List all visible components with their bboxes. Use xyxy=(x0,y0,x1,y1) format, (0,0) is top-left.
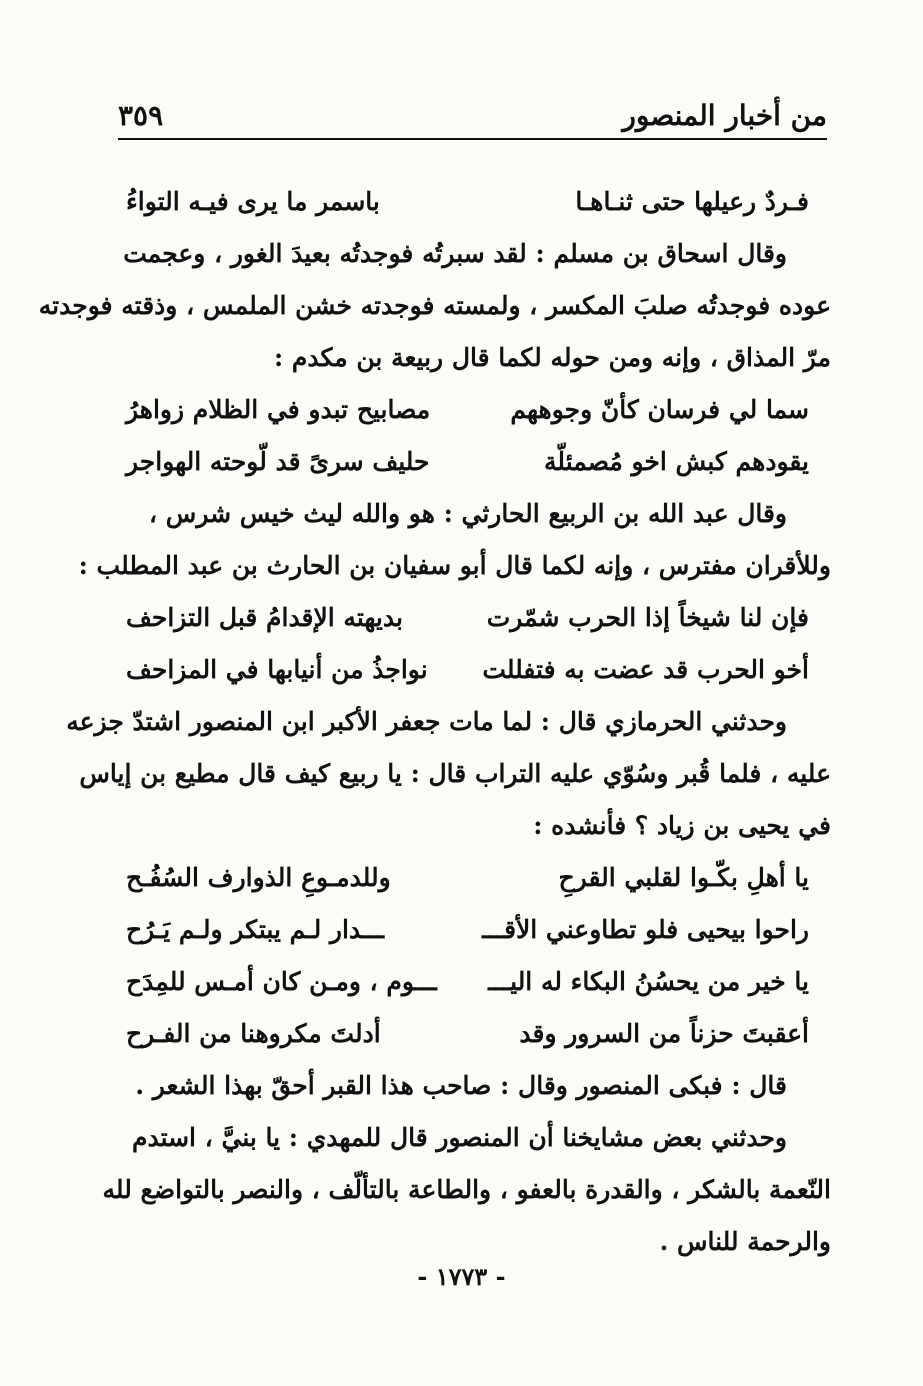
prose-line: قال : فبكى المنصور وقال : صاحب هذا القبر أحقّ بهذا الشعر . xyxy=(135,1071,787,1100)
prose-line: مرّ المذاق ، وإنه ومن حوله لكما قال ربيعة بن مكدم : xyxy=(273,343,831,372)
verse-second-hemistich: أدلتَ مكروهنا من الفـرح xyxy=(126,1019,381,1048)
prose-line: النّعمة بالشكر ، والقدرة بالعفو ، والطاعة بالتألّف ، والنصر بالتواضع لله xyxy=(102,1175,831,1204)
verse-first-hemistich: يقودهم كبش اخو مُصمئلّة xyxy=(544,447,809,476)
verse-first-hemistich: راحوا بيحيى فلو تطاوعني الأقـــ xyxy=(482,915,809,944)
verse-line xyxy=(118,592,831,644)
verse-first-hemistich: سما لي فرسان كأنّ وجوههم xyxy=(510,395,809,424)
verse-second-hemistich: حليف سرىً قد لّوحته الهواجر xyxy=(126,447,430,476)
verse-line xyxy=(118,176,831,228)
prose-line: وحدثني بعض مشايخنا أن المنصور قال للمهدي : يا بنيَّ ، استدم xyxy=(131,1123,787,1152)
verse-line xyxy=(118,904,831,956)
verse-line xyxy=(118,852,831,904)
verse-line xyxy=(118,644,831,696)
verse-line xyxy=(118,1008,831,1060)
prose-line: وحدثني الحرمازي قال : لما مات جعفر الأكبر ابن المنصور اشتدّ جزعه xyxy=(66,707,787,736)
verse-first-hemistich: فإن لنا شيخاً إذا الحرب شمّرت xyxy=(486,603,809,632)
running-title: من أخبار المنصور xyxy=(622,99,827,132)
verse-first-hemistich: يا أهلِ بكّـوا لقلبي القرحِ xyxy=(558,863,809,892)
prose-line: وقال اسحاق بن مسلم : لقد سبرتُه فوجدتُه بعيدَ الغور ، وعجمت xyxy=(123,239,787,268)
page-header xyxy=(118,84,827,140)
prose-line: عليه ، فلما قُبر وسُوّي عليه التراب قال : يا ربيع كيف قال مطيع بن إياس xyxy=(79,759,831,788)
verse-second-hemistich: نواجذُ من أنيابها في المزاحف xyxy=(126,655,428,684)
prose-line: وللأقران مفترس ، وإنه لكما قال أبو سفيان بن الحارث بن عبد المطلب : xyxy=(78,551,831,580)
verse-line xyxy=(118,956,831,1008)
verse-second-hemistich: بديهته الإقدامُ قبل التزاحف xyxy=(126,603,403,632)
page-number: ٣٥٩ xyxy=(118,99,164,132)
verse-second-hemistich: باسمر ما يرى فيـه التواءُ xyxy=(126,187,380,216)
verse-second-hemistich: ـــدار لـم يبتكر ولـم يَـرُح xyxy=(126,915,385,944)
prose-line: والرحمة للناس . xyxy=(659,1227,831,1256)
verse-second-hemistich: وللدمـوعِ الذوارف السُفُـح xyxy=(126,863,391,892)
verse-second-hemistich: مصابيح تبدو في الظلام زواهرُ xyxy=(126,395,431,424)
prose-line: عوده فوجدتُه صلبَ المكسر ، ولمسته فوجدته خشن الملمس ، وذقته فوجدته xyxy=(38,291,831,320)
verse-first-hemistich: أعقبتَ حزناً من السرور وقد xyxy=(519,1019,809,1048)
verse-first-hemistich: فـردٌ رعيلها حتى ثنـاهـا xyxy=(575,187,809,216)
prose-line: في يحيى بن زياد ؟ فأنشده : xyxy=(533,811,831,840)
verse-second-hemistich: ـــوم ، ومـن كان أمـس للمِدَح xyxy=(126,967,437,996)
text-body xyxy=(38,176,831,1268)
verse-line xyxy=(118,384,831,436)
folio-number: - ١٧٧٣ - xyxy=(417,1262,506,1291)
prose-line: وقال عبد الله بن الربيع الحارثي : هو والله ليث خيس شرس ، xyxy=(149,499,787,528)
verse-first-hemistich: أخو الحرب قد عضت به فتفللت xyxy=(482,655,809,684)
verse-first-hemistich: يا خير من يحسُنُ البكاء له اليـــ xyxy=(488,967,809,996)
verse-line xyxy=(118,436,831,488)
